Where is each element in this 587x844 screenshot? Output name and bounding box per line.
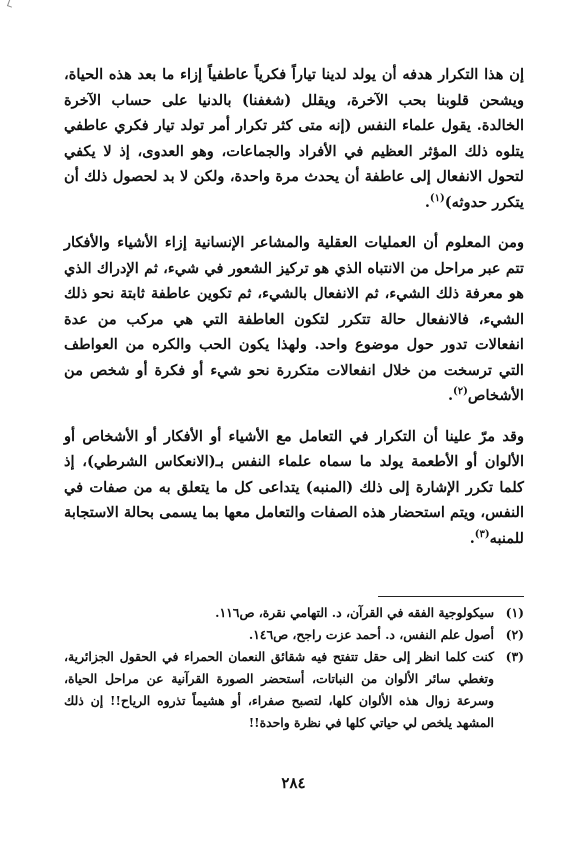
footnote-ref-2[interactable]: (٢) (453, 386, 468, 398)
footnotes (64, 602, 524, 734)
footnote-text: سيكولوجية الفقه في القرآن، د. التهامي نقرة، ص١١٦. (215, 605, 494, 620)
page-number: ٢٨٤ (281, 774, 306, 792)
paragraph-3 (64, 424, 524, 552)
paragraph-2 (64, 230, 524, 409)
page-corner-mark (7, 0, 14, 8)
paragraph-1 (64, 62, 524, 215)
paragraph-text: إن هذا التكرار هدفه أن يولد لدينا تياراً فكرياً عاطفياً إزاء ما بعد هذه الحياة، ويشحن قلوبنا بحب الآخرة، ويقلل (شغفنا) بالدنيا على حساب الآخرة الخالدة. يقول علماء النفس (إنه متى كثر تكرار أمر تولد تيار فكري عاطفي يتلوه ذلك المؤثر العظيم في الأفراد والجماعات، وهو العدوى، إذ لا يكفي لتحول الانفعال إلى عاطفة أن يحدث مرة واحدة، ولكن لا بد لحصول ذلك أن يتكرر حدوثه) (64, 66, 524, 211)
footnote-number: (١) (505, 605, 524, 620)
paragraph-text: ومن المعلوم أن العمليات العقلية والمشاعر الإنسانية إزاء الأشياء والأفكار تتم عبر مراحل من الانتباه الذي هو تركيز الشعور في شيء، ثم الإدراك الذي هو معرفة ذلك الشيء، ثم الانفعال بالشيء، ثم تكوين عاطفة ثابتة نحو ذلك الشيء، فالانفعال حالة تتكرر لتكون العاطفة التي هي مركب من عدة انفعالات تدور حول موضوع واحد. ولهذا يكون الحب والكره من العواطف التي ترسخت من خلال انفعالات متكررة نحو شيء أو فكرة أو شخص من الأشخاص (64, 234, 524, 404)
footnote-number: (٢) (505, 627, 524, 642)
footnote-3 (64, 646, 524, 734)
footnote-separator (378, 596, 524, 597)
paragraph-text: وقد مرّ علينا أن التكرار في التعامل مع الأشياء أو الأفكار أو الأشخاص أو الألوان أو الأطعمة يولد ما سماه علماء النفس بـ(الانعكاس الشرطي)، إذ كلما تكرر الإشارة إلى ذلك (المنبه) يتداعى كل ما يتعلق به من صفات في النفس، ويتم استحضار هذه الصفات والتعامل معها بما يسمى بحالة الاستجابة للمنبه (64, 427, 524, 547)
footnote-ref-3[interactable]: (٣) (474, 528, 490, 540)
footnote-1 (64, 602, 524, 624)
footnote-number: (٣) (505, 649, 524, 664)
footnote-ref-1[interactable]: (١) (429, 192, 445, 204)
footnote-2 (64, 624, 524, 646)
paragraph-end: . (447, 387, 454, 404)
body-text (64, 62, 524, 566)
footnote-text: كنت كلما انظر إلى حقل تتفتح فيه شقائق النعمان الحمراء في الحقول الجزائرية، وتغطي سائر الألوان من النباتات، أستحضر الصورة القرآنية عن مراحل الحياة، وسرعة زوال هذه الألوان كلها، لتصبح صفراء، أو هشيماً تذروه الرياح!! إن ذلك المشهد يلخص لي حياتي كلها في نظرة واحدة!! (64, 649, 494, 730)
paragraph-end: . (424, 193, 430, 211)
paragraph-end: . (469, 529, 475, 547)
footnote-text: أصول علم النفس، د. أحمد عزت راجح، ص١٤٦. (248, 627, 494, 642)
